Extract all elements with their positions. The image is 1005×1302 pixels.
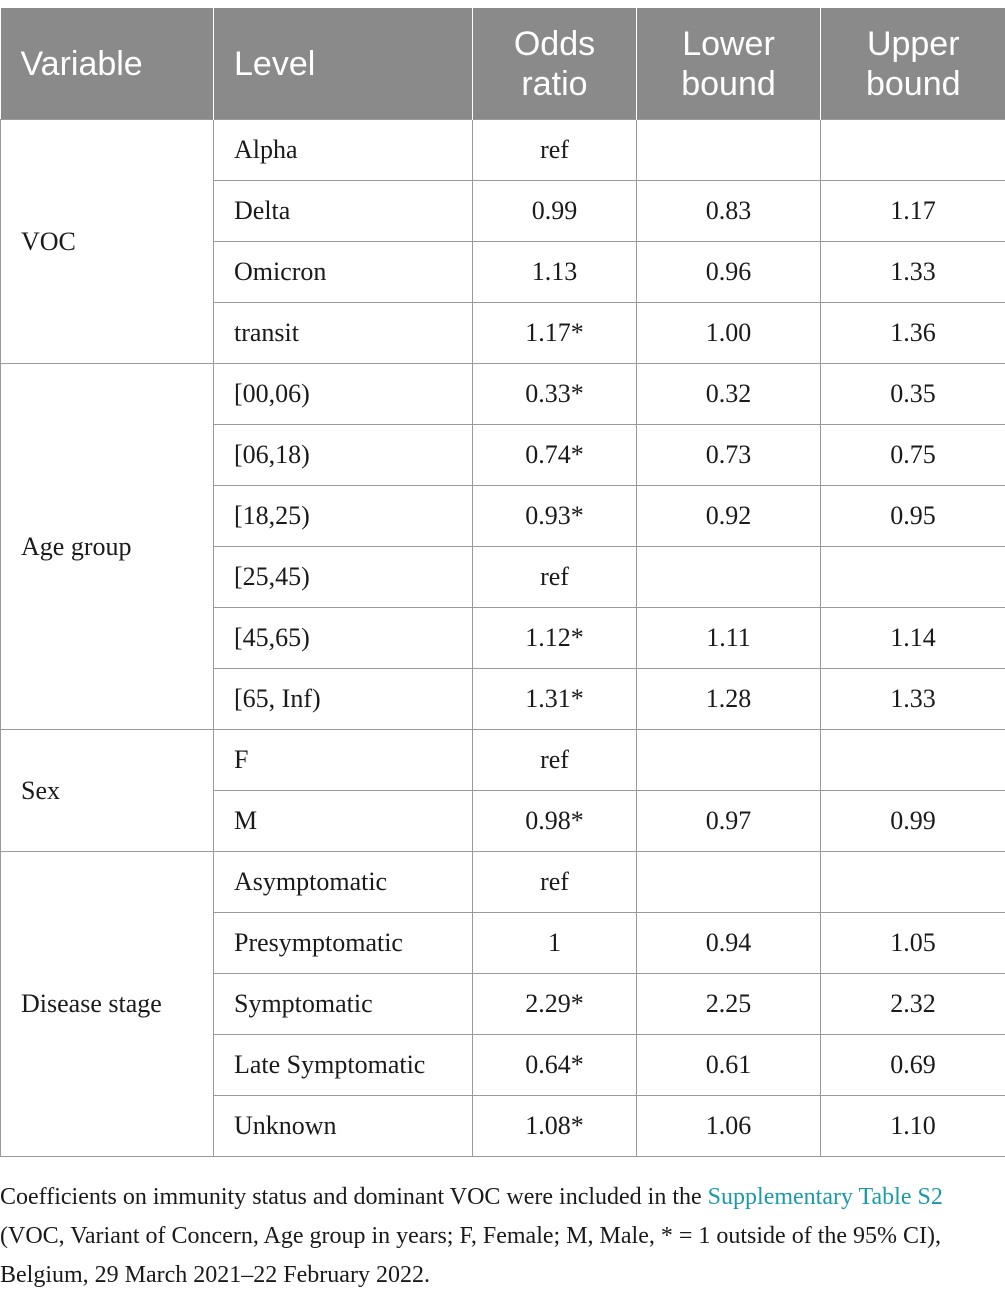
lower-bound-cell	[637, 547, 821, 608]
header-upper-bound: Upper bound	[821, 8, 1005, 120]
table-body	[1, 120, 1005, 1157]
upper-bound-cell: 2.32	[821, 974, 1005, 1035]
lower-bound-cell: 1.00	[637, 303, 821, 364]
footnote-text-before: Coefficients on immunity status and dominant VOC were included in the	[0, 1184, 708, 1210]
level-cell: transit	[214, 303, 473, 364]
odds-ratio-cell: 0.33*	[473, 364, 637, 425]
supplementary-table-link[interactable]: Supplementary Table S2	[707, 1184, 943, 1210]
odds-ratio-cell: 0.64*	[473, 1035, 637, 1096]
level-cell: [65, Inf)	[214, 669, 473, 730]
odds-ratio-cell: ref	[473, 547, 637, 608]
level-cell: F	[214, 730, 473, 791]
lower-bound-cell: 0.97	[637, 791, 821, 852]
upper-bound-cell: 1.33	[821, 242, 1005, 303]
level-cell: [18,25)	[214, 486, 473, 547]
lower-bound-cell	[637, 730, 821, 791]
odds-ratio-cell: ref	[473, 852, 637, 913]
footnote-text-after: (VOC, Variant of Concern, Age group in years; F, Female; M, Male, * = 1 outside of the 95% CI), Belgium, 29 March 2021–22 February 2022.	[0, 1223, 942, 1288]
lower-bound-cell: 0.96	[637, 242, 821, 303]
level-cell: Late Symptomatic	[214, 1035, 473, 1096]
lower-bound-cell: 1.28	[637, 669, 821, 730]
table-wrapper	[0, 8, 1005, 1157]
upper-bound-cell: 1.10	[821, 1096, 1005, 1157]
upper-bound-cell	[821, 852, 1005, 913]
lower-bound-cell: 0.92	[637, 486, 821, 547]
lower-bound-cell: 2.25	[637, 974, 821, 1035]
level-cell: Presymptomatic	[214, 913, 473, 974]
level-cell: M	[214, 791, 473, 852]
odds-ratio-cell: ref	[473, 120, 637, 181]
header-odds-ratio: Odds ratio	[473, 8, 637, 120]
table-row	[1, 120, 1005, 181]
header-lower-bound: Lower bound	[637, 8, 821, 120]
level-cell: Alpha	[214, 120, 473, 181]
variable-cell: Sex	[1, 730, 214, 852]
odds-ratio-cell: 1.31*	[473, 669, 637, 730]
variable-cell: Disease stage	[1, 852, 214, 1157]
variable-cell: VOC	[1, 120, 214, 364]
table-header	[1, 8, 1005, 120]
level-cell: [06,18)	[214, 425, 473, 486]
level-cell: [45,65)	[214, 608, 473, 669]
table-row	[1, 364, 1005, 425]
header-level: Level	[214, 8, 473, 120]
upper-bound-cell: 1.17	[821, 181, 1005, 242]
upper-bound-cell	[821, 120, 1005, 181]
upper-bound-cell: 1.33	[821, 669, 1005, 730]
upper-bound-cell	[821, 730, 1005, 791]
upper-bound-cell	[821, 547, 1005, 608]
odds-ratio-cell: 1.12*	[473, 608, 637, 669]
lower-bound-cell	[637, 852, 821, 913]
upper-bound-cell: 0.35	[821, 364, 1005, 425]
lower-bound-cell	[637, 120, 821, 181]
level-cell: [25,45)	[214, 547, 473, 608]
upper-bound-cell: 0.95	[821, 486, 1005, 547]
table-footnote	[0, 1178, 1000, 1295]
odds-ratio-table	[0, 8, 1005, 1157]
odds-ratio-cell: 0.74*	[473, 425, 637, 486]
table-row	[1, 852, 1005, 913]
table-row	[1, 730, 1005, 791]
upper-bound-cell: 0.99	[821, 791, 1005, 852]
variable-cell: Age group	[1, 364, 214, 730]
lower-bound-cell: 0.32	[637, 364, 821, 425]
odds-ratio-cell: 1.08*	[473, 1096, 637, 1157]
upper-bound-cell: 1.05	[821, 913, 1005, 974]
level-cell: Unknown	[214, 1096, 473, 1157]
lower-bound-cell: 0.94	[637, 913, 821, 974]
level-cell: Omicron	[214, 242, 473, 303]
lower-bound-cell: 1.11	[637, 608, 821, 669]
upper-bound-cell: 0.75	[821, 425, 1005, 486]
odds-ratio-cell: 1.13	[473, 242, 637, 303]
lower-bound-cell: 1.06	[637, 1096, 821, 1157]
upper-bound-cell: 1.36	[821, 303, 1005, 364]
lower-bound-cell: 0.61	[637, 1035, 821, 1096]
upper-bound-cell: 1.14	[821, 608, 1005, 669]
lower-bound-cell: 0.83	[637, 181, 821, 242]
level-cell: [00,06)	[214, 364, 473, 425]
odds-ratio-cell: 1.17*	[473, 303, 637, 364]
level-cell: Asymptomatic	[214, 852, 473, 913]
level-cell: Symptomatic	[214, 974, 473, 1035]
lower-bound-cell: 0.73	[637, 425, 821, 486]
header-row	[1, 8, 1005, 120]
odds-ratio-cell: ref	[473, 730, 637, 791]
odds-ratio-cell: 1	[473, 913, 637, 974]
odds-ratio-cell: 2.29*	[473, 974, 637, 1035]
header-variable: Variable	[1, 8, 214, 120]
odds-ratio-cell: 0.98*	[473, 791, 637, 852]
odds-ratio-cell: 0.93*	[473, 486, 637, 547]
upper-bound-cell: 0.69	[821, 1035, 1005, 1096]
level-cell: Delta	[214, 181, 473, 242]
odds-ratio-cell: 0.99	[473, 181, 637, 242]
